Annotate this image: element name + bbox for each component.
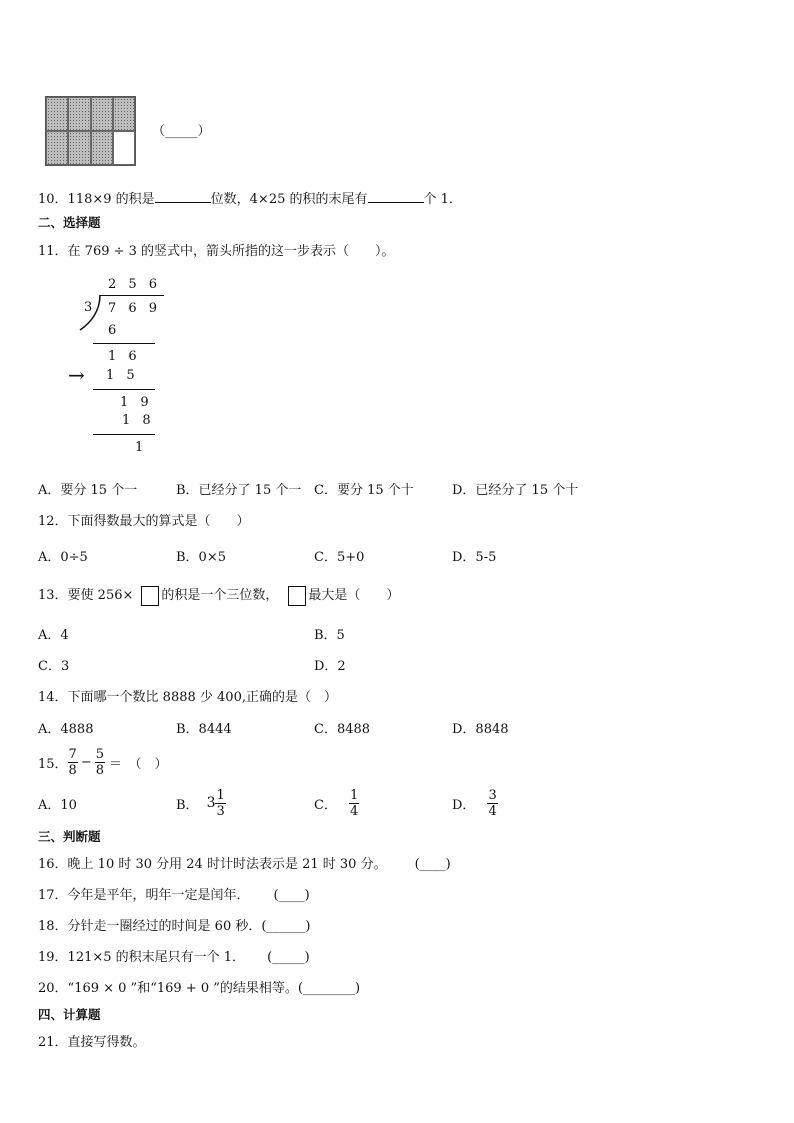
grid-cell-shaded	[46, 97, 68, 131]
division-bar	[100, 295, 164, 296]
q13-option-c[interactable]: C．3	[38, 659, 70, 674]
q19-text: 19．121×5 的积末尾只有一个 1．	[38, 950, 246, 965]
division-step-2: 1 6	[108, 349, 141, 364]
q15-option-c[interactable]	[314, 785, 359, 821]
grid-cell-shaded	[46, 131, 68, 165]
q12-option-d[interactable]: D．5-5	[452, 550, 497, 565]
q15-f1-numerator: 7	[68, 746, 77, 762]
figure-answer-paren[interactable]: （_____）	[152, 124, 211, 139]
q10-blank-2[interactable]	[368, 190, 424, 203]
division-line-3	[93, 434, 155, 435]
grid-cell-shaded	[113, 97, 135, 131]
q10-part1: 118×9 的积是	[67, 192, 155, 207]
q15-option-b[interactable]	[176, 785, 226, 821]
q15-number: 15．	[38, 756, 68, 772]
q13-middle: 的积是一个三位数，	[161, 588, 279, 603]
q12-option-c[interactable]: C．5+0	[314, 550, 365, 565]
question-17	[38, 884, 310, 903]
q11-option-d[interactable]: D．已经分了 15 个十	[452, 483, 579, 498]
q15-d-fraction	[487, 788, 497, 819]
q17-answer-paren[interactable]: (____)	[273, 888, 310, 903]
q13-suffix: 最大是（ ）	[308, 588, 400, 603]
q11-option-c[interactable]: C．要分 15 个十	[314, 483, 414, 498]
q15-b-denominator: 3	[216, 803, 225, 819]
question-18	[38, 915, 311, 934]
q10-part2: 位数，4×25 的积的末尾有	[210, 192, 368, 207]
question-15	[38, 744, 168, 780]
q15-equals: ＝ （ ）	[109, 756, 168, 772]
q13-prefix: 13．要使 256×	[38, 588, 134, 603]
q15-option-d[interactable]	[452, 785, 498, 821]
q14-option-d[interactable]: D．8848	[452, 722, 509, 737]
grid-cell-empty	[113, 131, 135, 165]
q10-number: 10．	[38, 192, 68, 207]
q13-blank-box-1[interactable]	[141, 586, 159, 606]
q13-option-b[interactable]: B．5	[314, 628, 345, 643]
q13-option-a[interactable]: A．4	[38, 628, 69, 643]
q15-f2-numerator: 5	[95, 746, 105, 762]
q10-part3: 个 1．	[423, 192, 462, 207]
section-4-title: 四、计算题	[38, 1007, 101, 1022]
question-16	[38, 853, 451, 872]
section-3-title: 三、判断题	[38, 829, 101, 844]
q17-text: 17．今年是平年，明年一定是闰年．	[38, 888, 250, 903]
q11-option-b[interactable]: B．已经分了 15 个一	[176, 483, 302, 498]
q15-c-denominator: 4	[349, 803, 359, 819]
q16-text: 16．晚上 10 时 30 分用 24 时计时法表示是 21 时 30 分。	[38, 857, 387, 872]
q13-blank-box-2[interactable]	[288, 586, 306, 606]
q15-b-whole: 3	[206, 795, 216, 811]
question-11-text: 11．在 769 ÷ 3 的竖式中，箭头所指的这一步表示（ ）。	[38, 244, 395, 259]
grid-cell-shaded	[68, 131, 90, 165]
grid-cell-shaded	[68, 97, 90, 131]
division-divisor: 3	[84, 300, 97, 315]
q20-answer-paren[interactable]: (________)	[297, 981, 361, 996]
q15-option-a[interactable]	[38, 785, 77, 821]
q15-minus: −	[80, 754, 92, 770]
question-12-text: 12．下面得数最大的算式是（ ）	[38, 514, 250, 529]
grid-cell-shaded	[91, 97, 113, 131]
q14-option-b[interactable]: B．8444	[176, 722, 232, 737]
division-line-2	[93, 389, 155, 390]
q15-c-fraction	[349, 788, 359, 819]
q15-option-d-label: D．	[452, 797, 476, 813]
q14-option-a[interactable]: A．4888	[38, 722, 94, 737]
q16-answer-paren[interactable]: (____)	[414, 857, 451, 872]
q12-option-a[interactable]: A．0÷5	[38, 550, 88, 565]
q13-option-d[interactable]: D．2	[314, 659, 346, 674]
division-step-1: 6	[108, 323, 121, 338]
q15-fraction-2	[95, 747, 105, 778]
fraction-grid-figure	[45, 96, 136, 166]
division-step-4: 1 9	[120, 395, 153, 410]
q15-f2-denominator: 8	[95, 762, 105, 778]
question-19	[38, 946, 310, 965]
q15-option-b-label: B．	[176, 797, 199, 813]
q11-option-a[interactable]: A．要分 15 个一	[38, 483, 138, 498]
q15-fraction-1	[68, 747, 78, 778]
question-20	[38, 977, 360, 996]
section-2-title: 二、选择题	[38, 215, 101, 230]
q15-option-a-label: A．10	[38, 797, 77, 813]
q14-option-c[interactable]: C．8488	[314, 722, 371, 737]
q18-text: 18．分针走一圈经过的时间是 60 秒．	[38, 919, 262, 934]
q15-d-denominator: 4	[488, 803, 497, 819]
q15-f1-denominator: 8	[68, 762, 77, 778]
question-13	[38, 585, 399, 607]
q15-c-numerator: 1	[349, 787, 359, 803]
q18-answer-paren[interactable]: (______)	[261, 919, 311, 934]
q10-blank-1[interactable]	[155, 190, 211, 203]
division-dividend: 7 6 9	[108, 301, 162, 316]
q12-option-b[interactable]: B．0×5	[176, 550, 226, 565]
division-step-3: 1 5	[106, 368, 139, 383]
grid-cell-shaded	[91, 131, 113, 165]
q15-b-numerator: 1	[216, 787, 225, 803]
division-quotient: 2 5 6	[108, 277, 162, 292]
arrow-right-icon: →	[68, 363, 85, 387]
q15-b-fraction	[215, 788, 225, 819]
q19-answer-paren[interactable]: (_____)	[267, 950, 310, 965]
q15-d-numerator: 3	[488, 787, 497, 803]
division-remainder: 1	[135, 440, 148, 455]
question-14-text: 14．下面哪一个数比 8888 少 400,正确的是（ ）	[38, 690, 337, 705]
q15-option-c-label: C．	[314, 797, 337, 813]
q20-text: 20．“169 × 0 ”和“169 + 0 ”的结果相等。	[38, 981, 298, 996]
question-21-text: 21．直接写得数。	[38, 1035, 146, 1050]
question-10	[38, 188, 462, 207]
division-step-5: 1 8	[122, 413, 155, 428]
division-line-1	[93, 343, 155, 344]
